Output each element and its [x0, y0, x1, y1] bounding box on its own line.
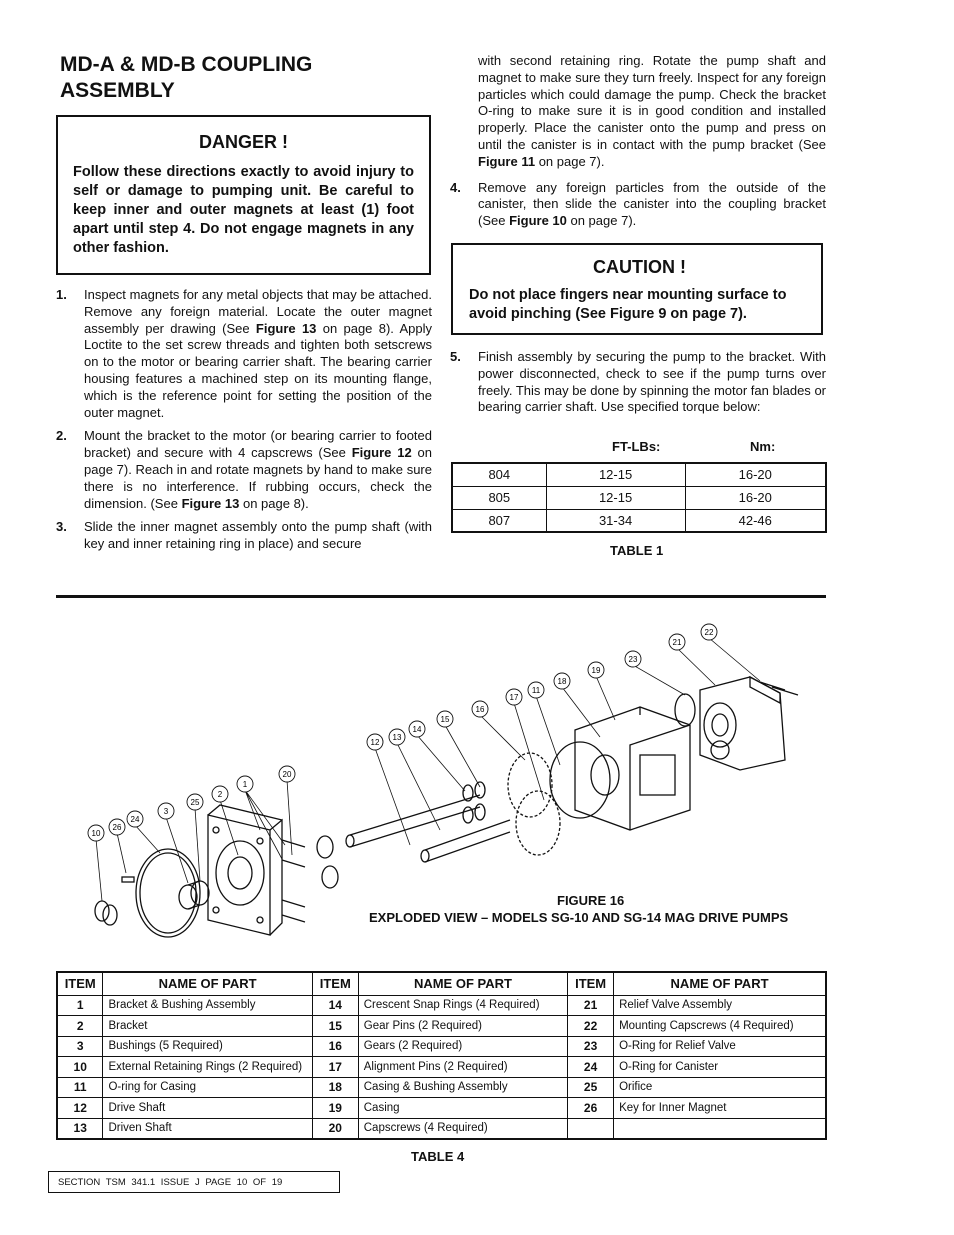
- part-name-cell: Alignment Pins (2 Required): [358, 1057, 567, 1078]
- step-text: Mount the bracket to the motor (or bearing carrier to footed bracket) and secure with 4 capscrews (See: [84, 428, 432, 461]
- item-number-cell: 10: [57, 1057, 103, 1078]
- callout-number: 25: [190, 798, 200, 807]
- model-cell: 805: [452, 486, 546, 509]
- caution-text: Do not place fingers near mounting surface to avoid pinching (See Figure 9 on page 7).: [469, 287, 787, 322]
- callout-11: [528, 682, 544, 698]
- callout-23: [625, 651, 641, 667]
- section-divider: [56, 595, 826, 598]
- step-number: 2.: [56, 428, 67, 444]
- callout-number: 16: [475, 705, 485, 714]
- figure-reference: Figure 11: [478, 153, 536, 169]
- table-row: [57, 1016, 826, 1037]
- callout-17: [506, 689, 522, 705]
- item-number-cell: 20: [312, 1118, 358, 1139]
- part-name-cell: Drive Shaft: [103, 1098, 312, 1119]
- callout-number: 26: [112, 823, 122, 832]
- callout-number: 22: [704, 628, 714, 637]
- callout-20: [279, 766, 295, 782]
- part-name-cell: O-Ring for Relief Valve: [614, 1036, 826, 1057]
- callout-24: [127, 811, 143, 827]
- table-row: [57, 1118, 826, 1139]
- ftlbs-cell: 12-15: [546, 463, 685, 486]
- caution-title: CAUTION !: [593, 257, 686, 277]
- part-name-cell: [614, 1118, 826, 1139]
- nm-cell: 16-20: [685, 463, 826, 486]
- callout-15: [437, 711, 453, 727]
- danger-text: Follow these directions exactly to avoid injury to self or damage to pumping unit. Be careful to keep inner and outer magnets at least (1) foot apart until step 4. Do not engage magnets in any other fashion.: [73, 164, 414, 256]
- step-text: Inspect magnets for any metal objects that may be attached. Remove any foreign material. Locate the outer magnet assembly per drawing (See: [84, 287, 432, 336]
- callout-10: [88, 825, 104, 841]
- callout-18: [554, 673, 570, 689]
- part-name-cell: O-ring for Casing: [103, 1077, 312, 1098]
- part-name-cell: Orifice: [614, 1077, 826, 1098]
- item-number-cell: [568, 1118, 614, 1139]
- item-number-cell: 19: [312, 1098, 358, 1119]
- column-header: ITEM: [568, 972, 614, 995]
- part-name-cell: Mounting Capscrews (4 Required): [614, 1016, 826, 1037]
- callout-number: 18: [557, 677, 567, 686]
- item-number-cell: 1: [57, 995, 103, 1016]
- figure-reference: Figure 13: [255, 320, 317, 336]
- step-number: 1.: [56, 287, 67, 302]
- assembly-steps-left: [56, 287, 432, 560]
- step-number: 4.: [450, 179, 461, 195]
- callout-3: [158, 803, 174, 819]
- callout-19: [588, 662, 604, 678]
- callout-13: [389, 729, 405, 745]
- parts-table: [56, 971, 827, 1140]
- torque-header-ftlbs: FT-LBs:: [612, 439, 661, 454]
- table-row: [452, 486, 826, 509]
- callout-number: 2: [217, 790, 223, 799]
- figure-caption-number: FIGURE 16: [557, 893, 625, 908]
- parts-table-body: [57, 995, 826, 1139]
- callout-labels: [88, 624, 717, 841]
- callout-number: 3: [163, 807, 169, 816]
- callout-22: [701, 624, 717, 640]
- part-name-cell: Bushings (5 Required): [103, 1036, 312, 1057]
- callout-number: 24: [130, 815, 140, 824]
- step-text: Slide the inner magnet assembly onto the pump shaft (with key and inner retaining ring in place) and secure: [84, 519, 432, 552]
- part-name-cell: Crescent Snap Rings (4 Required): [358, 995, 567, 1016]
- step-text: on page 7).: [535, 153, 605, 169]
- danger-box: [56, 115, 431, 275]
- model-cell: 804: [452, 463, 546, 486]
- item-number-cell: 25: [568, 1077, 614, 1098]
- step-text: on page 8).: [239, 495, 309, 511]
- step-4: [450, 180, 826, 230]
- page-title: MD-A & MD-B COUPLING ASSEMBLY: [60, 53, 313, 102]
- item-number-cell: 15: [312, 1016, 358, 1037]
- callout-number: 23: [628, 655, 638, 664]
- exploded-view-figure: [60, 615, 830, 945]
- callout-number: 14: [412, 725, 422, 734]
- step-text: on page 7). Reach in and rotate magnets by hand to make sure there is no interference. If rubbing occurs, check the dimension. (See: [84, 445, 432, 511]
- callout-12: [367, 734, 383, 750]
- callout-number: 1: [242, 780, 248, 789]
- part-name-cell: Casing & Bushing Assembly: [358, 1077, 567, 1098]
- part-name-cell: Capscrews (4 Required): [358, 1118, 567, 1139]
- item-number-cell: 21: [568, 995, 614, 1016]
- item-number-cell: 3: [57, 1036, 103, 1057]
- ftlbs-cell: 12-15: [546, 486, 685, 509]
- callout-2: [212, 786, 228, 802]
- part-name-cell: Gears (2 Required): [358, 1036, 567, 1057]
- step-1: [56, 287, 432, 421]
- part-name-cell: External Retaining Rings (2 Required): [103, 1057, 312, 1078]
- callout-16: [472, 701, 488, 717]
- callout-number: 19: [591, 666, 601, 675]
- figure-reference: Figure 12: [351, 445, 412, 461]
- table-row: [452, 509, 826, 532]
- item-number-cell: 17: [312, 1057, 358, 1078]
- figure-reference: Figure 10: [509, 213, 567, 229]
- item-number-cell: 22: [568, 1016, 614, 1037]
- step-number: 5.: [450, 349, 461, 364]
- step-3-continued: [450, 53, 826, 171]
- figure-reference: Figure 13: [181, 495, 240, 511]
- part-name-cell: O-Ring for Canister: [614, 1057, 826, 1078]
- table-1-caption: TABLE 1: [610, 543, 664, 558]
- ftlbs-cell: 31-34: [546, 509, 685, 532]
- part-name-cell: Key for Inner Magnet: [614, 1098, 826, 1119]
- part-name-cell: Relief Valve Assembly: [614, 995, 826, 1016]
- part-name-cell: Bracket: [103, 1016, 312, 1037]
- callout-14: [409, 721, 425, 737]
- callout-25: [187, 794, 203, 810]
- danger-title: DANGER !: [199, 132, 288, 152]
- assembly-steps-final: [450, 349, 826, 423]
- step-text: Remove any foreign particles from the outside of the canister, then slide the canister into the coupling bracket (See: [478, 179, 826, 229]
- figure-caption-title: EXPLODED VIEW – MODELS SG-10 AND SG-14 MAG DRIVE PUMPS: [369, 910, 789, 925]
- part-name-cell: Casing: [358, 1098, 567, 1119]
- item-number-cell: 24: [568, 1057, 614, 1078]
- callout-26: [109, 819, 125, 835]
- step-text: on page 7).: [566, 213, 637, 229]
- table-row: [57, 1098, 826, 1119]
- table-row: [57, 1057, 826, 1078]
- page-footer: SECTION TSM 341.1 ISSUE J PAGE 10 OF 19: [48, 1171, 340, 1193]
- callout-21: [669, 634, 685, 650]
- column-header: NAME OF PART: [358, 972, 567, 995]
- part-name-cell: Bracket & Bushing Assembly: [103, 995, 312, 1016]
- item-number-cell: 12: [57, 1098, 103, 1119]
- item-number-cell: 23: [568, 1036, 614, 1057]
- table-row: [57, 1036, 826, 1057]
- item-number-cell: 16: [312, 1036, 358, 1057]
- part-name-cell: Driven Shaft: [103, 1118, 312, 1139]
- table-row: [57, 995, 826, 1016]
- callout-number: 15: [440, 715, 450, 724]
- item-number-cell: 11: [57, 1077, 103, 1098]
- callout-number: 10: [91, 829, 101, 838]
- item-number-cell: 18: [312, 1077, 358, 1098]
- callout-number: 11: [531, 686, 541, 695]
- callout-1: [237, 776, 253, 792]
- part-name-cell: Gear Pins (2 Required): [358, 1016, 567, 1037]
- table-4-caption: TABLE 4: [411, 1149, 465, 1164]
- step-text: on page 8). Apply Loctite to the set screw threads and tighten both setscrews on to the motor or bearing carrier shaft. The bearing carrier housing features a machined step on its mounting flange, which is the reference point for setting the position of the outer magnet.: [84, 320, 432, 420]
- step-2: [56, 428, 432, 512]
- column-header: NAME OF PART: [614, 972, 826, 995]
- item-number-cell: 2: [57, 1016, 103, 1037]
- callout-number: 13: [392, 733, 402, 742]
- callout-number: 21: [672, 638, 682, 647]
- model-cell: 807: [452, 509, 546, 532]
- torque-header-nm: Nm:: [750, 439, 776, 454]
- item-number-cell: 26: [568, 1098, 614, 1119]
- step-text: with second retaining ring. Rotate the pump shaft and magnet to make sure they turn freely. Inspect for any foreign particles which could damage the pump. Check the bracket O-ring to make sure it is in good condition and installed properly. Place the canister onto the pump and press on until the canister is in contact with the pump bracket (See: [478, 53, 826, 152]
- column-header: NAME OF PART: [103, 972, 312, 995]
- table-header-row: [57, 972, 826, 995]
- callout-number: 17: [509, 693, 519, 702]
- table-row: [57, 1077, 826, 1098]
- step-5: [450, 349, 826, 416]
- nm-cell: 42-46: [685, 509, 826, 532]
- assembly-steps-right: [450, 53, 826, 237]
- caution-box: [451, 243, 823, 335]
- callout-number: 12: [370, 738, 380, 747]
- column-header: ITEM: [57, 972, 103, 995]
- step-number: 3.: [56, 519, 67, 535]
- item-number-cell: 14: [312, 995, 358, 1016]
- item-number-cell: 13: [57, 1118, 103, 1139]
- table-row: [452, 463, 826, 486]
- nm-cell: 16-20: [685, 486, 826, 509]
- column-header: ITEM: [312, 972, 358, 995]
- callout-number: 20: [282, 770, 292, 779]
- torque-table: [451, 462, 827, 533]
- step-3: [56, 519, 432, 553]
- step-text: Finish assembly by securing the pump to the bracket. With power disconnected, check to see if the pump turns over freely. This may be done by spinning the motor fan blades or bearing carrier shaft. Use specified torque below:: [478, 349, 826, 415]
